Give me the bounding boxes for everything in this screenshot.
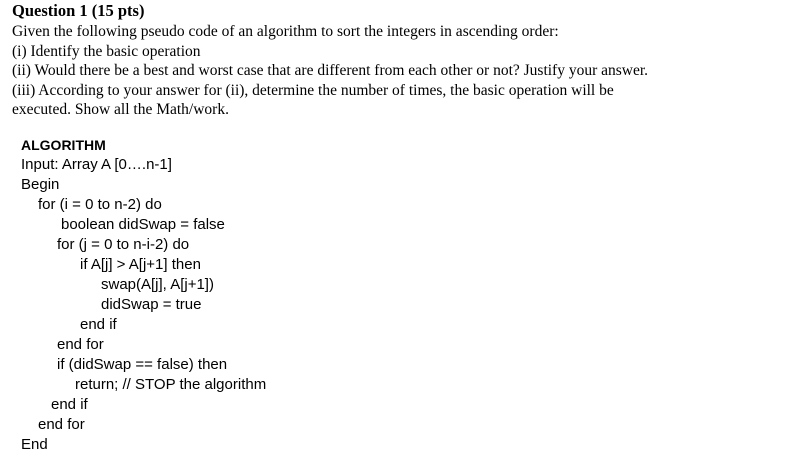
- question-part-iii: (iii) According to your answer for (ii), determine the number of times, the basic operation will be: [12, 81, 614, 99]
- question-title: Question 1 (15 pts): [12, 1, 145, 20]
- code-line-return: return; // STOP the algorithm: [75, 376, 267, 393]
- code-line-end-outer-for: end for: [38, 416, 85, 433]
- question-block: [12, 0, 792, 120]
- question-part-ii: (ii) Would there be a best and worst case that are different from each other or not? Justify your answer.: [12, 62, 649, 79]
- code-line-begin: Begin: [21, 176, 60, 193]
- code-line-end: End: [21, 436, 48, 453]
- code-line-compare: if A[j] > A[j+1] then: [80, 256, 201, 273]
- code-line-end-if-outer: end if: [51, 396, 88, 413]
- code-line-init-flag: boolean didSwap = false: [61, 216, 225, 233]
- question-part-iii-continued: executed. Show all the Math/work.: [12, 101, 229, 118]
- code-line-inner-for: for (j = 0 to n-i-2) do: [57, 236, 190, 253]
- code-line-check-flag: if (didSwap == false) then: [57, 356, 228, 373]
- code-line-swap: swap(A[j], A[j+1]): [101, 276, 214, 293]
- code-line-outer-for: for (i = 0 to n-2) do: [38, 196, 162, 213]
- code-line-end-if: end if: [80, 316, 117, 333]
- code-line-end-inner-for: end for: [57, 336, 104, 353]
- question-prompt: Given the following pseudo code of an algorithm to sort the integers in ascending order:: [12, 23, 559, 40]
- algorithm-header: ALGORITHM: [21, 137, 106, 153]
- code-line-input: Input: Array A [0….n-1]: [21, 156, 172, 173]
- algorithm-pseudocode: [21, 135, 266, 455]
- code-line-set-flag: didSwap = true: [101, 296, 202, 313]
- question-part-i: (i) Identify the basic operation: [12, 42, 201, 60]
